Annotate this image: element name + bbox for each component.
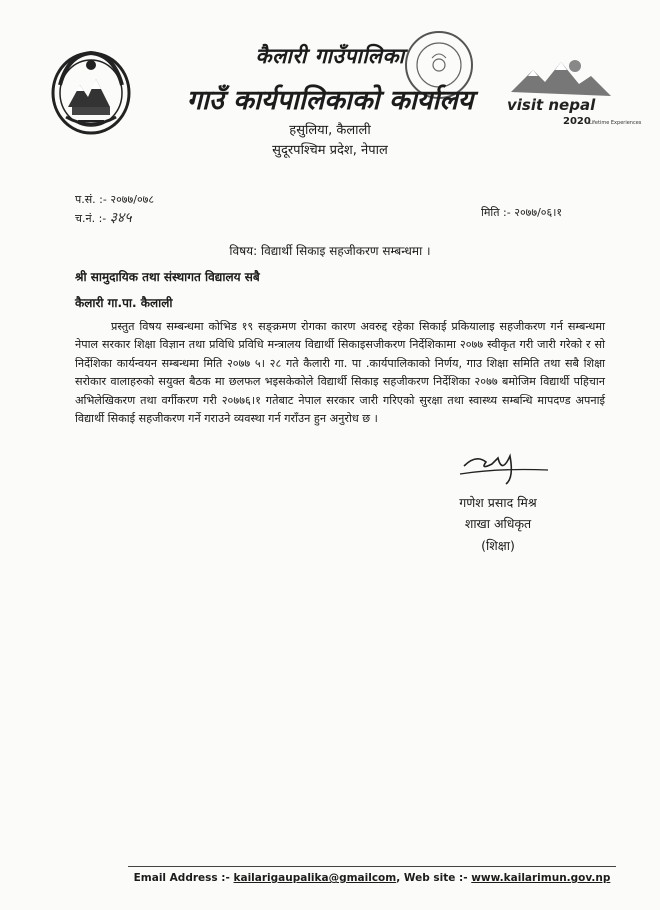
addressee-line-1: श्री सामुदायिक तथा संस्थागत विद्यालय सबै <box>75 270 260 284</box>
cn-label: च.नं. :- <box>75 212 107 225</box>
ps-value: २०७७/०७८ <box>110 193 155 206</box>
email-label: Email Address :- <box>133 872 230 884</box>
date-value: २०७७/०६।१ <box>514 206 563 219</box>
letter-body: प्रस्तुत विषय सम्बन्धमा कोभिड १९ सङ्क्रमण रोगका कारण अवरुद्द रहेका सिकाई प्रकियालाइ सहजीकरण गर्न सम्बन्धमा नेपाल सरकार शिक्षा विज्ञान तथा प्रविधि प्रविधि मन्त्रालय विद्यार्थी सिकाइसजीकरण निर्देशिकामा २०७७ स्वीकृत गरी जारी गरेको र सो निर्देशिका कार्यन्वयन सम्बन्धमा मिति २०७७ ५। २८ गते कैलारी गा. पा .कार्यपालिकाको निर्णय, गाउ शिक्षा समिति तथा सबै शिक्षा सरोकार वालाहरुको सयुक्त बैठक मा छलफल भइसकेकोले विद्यार्थी सिकाइ सहजीकरण निर्देशिका २०७७ बमोजिम विद्यार्थी पहिचान अभिलेखिकरण तथा वर्गीकरण गरी २०७७६।१ गतेबाट नेपाल सरकार जारी गरिएको सुरक्षा तथा स्वास्थ्य सम्बन्धि मापदण्ड अपनाई विद्यार्थी सिकाई सहजीकरण गर्ने गराउने व्यवस्था गर्न गराँउन हुन अनुरोध छ । <box>75 320 605 426</box>
visit-tagline-text: Lifetime Experiences <box>589 120 642 126</box>
office-location: हसुलिया, कैलाली <box>289 123 371 138</box>
footer-divider <box>128 866 616 867</box>
addressee-line-2: कैलारी गा.पा. कैलाली <box>75 296 173 310</box>
ps-label: प.सं. :- <box>75 193 107 206</box>
visit-nepal-logo-icon <box>503 48 642 130</box>
website-label: Web site :- <box>403 872 468 884</box>
office-province: सुदूरपश्चिम प्रदेश, नेपाल <box>272 143 388 158</box>
letter-date <box>481 205 562 220</box>
footer-contact <box>128 872 616 884</box>
signatory-section: (शिक्षा) <box>481 538 515 553</box>
signatory-name: गणेश प्रसाद मिश्र <box>459 495 537 510</box>
signature-icon <box>458 448 550 488</box>
municipality-name: कैलारी गाउँपालिका <box>255 44 405 68</box>
website-link[interactable]: www.kailarimun.gov.np <box>471 872 611 884</box>
letter-subject: विषय: विद्यार्थी सिकाइ सहजीकरण सम्बन्धमा । <box>229 244 431 258</box>
date-label: मिति :- <box>481 206 511 219</box>
reference-ps <box>75 192 154 207</box>
office-name: गाउँ कार्यपालिकाको कार्यालय <box>186 85 474 116</box>
visit-year-text: 2020 <box>563 116 591 127</box>
cn-value: ३४५ <box>109 210 132 226</box>
reference-cn <box>75 208 132 227</box>
email-link[interactable]: kailarigaupalika@gmailcom <box>233 872 397 884</box>
footer-separator: , <box>396 872 401 884</box>
visit-brand-text: visit nepal <box>507 96 596 114</box>
signatory-title: शाखा अधिकृत <box>464 516 532 531</box>
